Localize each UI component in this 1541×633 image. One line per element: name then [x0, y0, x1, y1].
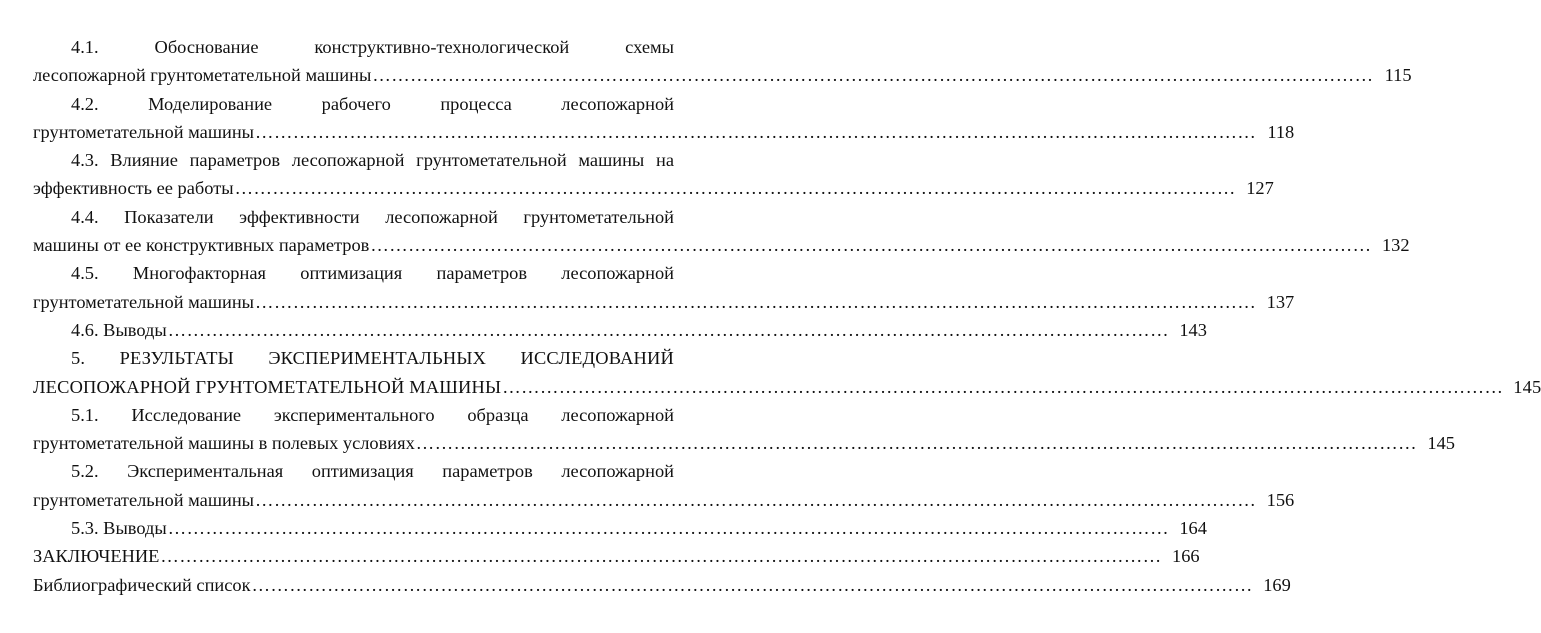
dot-leader: ……………………………………………………………………………………………………………………………………………	[372, 65, 1374, 86]
toc-entry[interactable]	[33, 457, 1295, 514]
dot-leader: ……………………………………………………………………………………………………………………………………………	[160, 546, 1162, 567]
dot-leader: ……………………………………………………………………………………………………………………………………………	[255, 489, 1257, 510]
toc-entry-title: 4.6. Выводы	[71, 319, 167, 340]
toc-entry-title: грунтометательной машины	[33, 291, 255, 312]
toc-entry-title: ЗАКЛЮЧЕНИЕ	[33, 546, 160, 567]
toc-entry-title-line: 4.5. Многофакторная оптимизация параметров лесопожарной	[71, 263, 674, 284]
toc-page-number: 115	[1384, 65, 1412, 86]
dot-leader: ……………………………………………………………………………………………………………………………………………	[167, 319, 1169, 340]
toc-entry[interactable]	[33, 90, 1295, 147]
dot-leader: ……………………………………………………………………………………………………………………………………………	[255, 121, 1257, 142]
toc-entry-title: ЛЕСОПОЖАРНОЙ ГРУНТОМЕТАТЕЛЬНОЙ МАШИНЫ	[33, 376, 502, 397]
toc-page-number: 137	[1266, 291, 1295, 312]
toc-entry-last-line	[33, 316, 1207, 344]
toc-page-number: 166	[1172, 546, 1200, 567]
toc-entry-title-line: 4.2. Моделирование рабочего процесса лесопожарной	[71, 93, 674, 114]
toc-entry-title: грунтометательной машины	[33, 489, 255, 510]
toc-page-number: 164	[1179, 518, 1207, 539]
table-of-contents	[33, 33, 1541, 599]
toc-entry-title: эффективность ее работы	[33, 178, 234, 199]
toc-page-number: 118	[1267, 121, 1295, 142]
toc-entry-last-line	[33, 118, 1295, 146]
toc-entry-title-line: 5.1. Исследование экспериментального образца лесопожарной	[71, 404, 674, 425]
toc-entry-title: 5.3. Выводы	[71, 518, 167, 539]
toc-page-number: 169	[1263, 574, 1291, 595]
toc-entry-last-line	[33, 174, 1274, 202]
toc-entry-title-line: 5. РЕЗУЛЬТАТЫ ЭКСПЕРИМЕНТАЛЬНЫХ ИССЛЕДОВАНИЙ	[71, 348, 674, 369]
toc-entry-last-line	[33, 231, 1410, 259]
toc-entry-title: грунтометательной машины	[33, 121, 255, 142]
toc-entry-title-line: 4.1. Обоснование конструктивно-технологической схемы	[71, 37, 674, 57]
dot-leader: ……………………………………………………………………………………………………………………………………………	[370, 235, 1372, 256]
toc-entry[interactable]	[33, 316, 1207, 344]
dot-leader: ……………………………………………………………………………………………………………………………………………	[415, 433, 1417, 454]
toc-entry[interactable]	[33, 514, 1207, 542]
toc-entry[interactable]	[33, 542, 1200, 570]
toc-entry[interactable]	[33, 33, 1412, 90]
dot-leader: ……………………………………………………………………………………………………………………………………………	[167, 518, 1169, 539]
toc-entry[interactable]	[33, 344, 1541, 401]
toc-page-number: 132	[1381, 235, 1410, 256]
dot-leader: ……………………………………………………………………………………………………………………………………………	[251, 574, 1253, 595]
toc-entry-title-line: 4.4. Показатели эффективности лесопожарной грунтометательной	[71, 206, 674, 227]
toc-entry-title-line: 4.3. Влияние параметров лесопожарной грунтометательной машины на	[71, 150, 674, 171]
toc-page-number: 145	[1513, 376, 1541, 397]
toc-entry-title: машины от ее конструктивных параметров	[33, 235, 370, 256]
toc-entry[interactable]	[33, 146, 1274, 203]
toc-entry-title: грунтометательной машины в полевых условиях	[33, 433, 415, 454]
toc-entry-last-line	[33, 288, 1295, 316]
toc-entry-last-line	[33, 486, 1295, 514]
toc-entry-title-line: 5.2. Экспериментальная оптимизация параметров лесопожарной	[71, 461, 674, 482]
toc-entry-last-line	[33, 429, 1455, 457]
dot-leader: ……………………………………………………………………………………………………………………………………………	[234, 178, 1236, 199]
dot-leader: ……………………………………………………………………………………………………………………………………………	[502, 376, 1504, 397]
toc-entry[interactable]	[33, 259, 1295, 316]
toc-entry-last-line	[33, 542, 1200, 570]
toc-entry-last-line	[33, 373, 1541, 401]
toc-entry[interactable]	[33, 571, 1291, 599]
toc-entry[interactable]	[33, 401, 1455, 458]
toc-page-number: 143	[1179, 319, 1207, 340]
toc-entry-last-line	[33, 61, 1412, 89]
toc-entry[interactable]	[33, 203, 1410, 260]
toc-page-number: 127	[1246, 178, 1274, 199]
toc-page-number: 156	[1266, 489, 1295, 510]
toc-entry-title: лесопожарной грунтометательной машины	[33, 65, 372, 86]
toc-entry-title: Библиографический список	[33, 574, 251, 595]
toc-entry-last-line	[33, 571, 1291, 599]
toc-entry-last-line	[33, 514, 1207, 542]
toc-page-number: 145	[1427, 433, 1455, 454]
dot-leader: ……………………………………………………………………………………………………………………………………………	[255, 291, 1257, 312]
